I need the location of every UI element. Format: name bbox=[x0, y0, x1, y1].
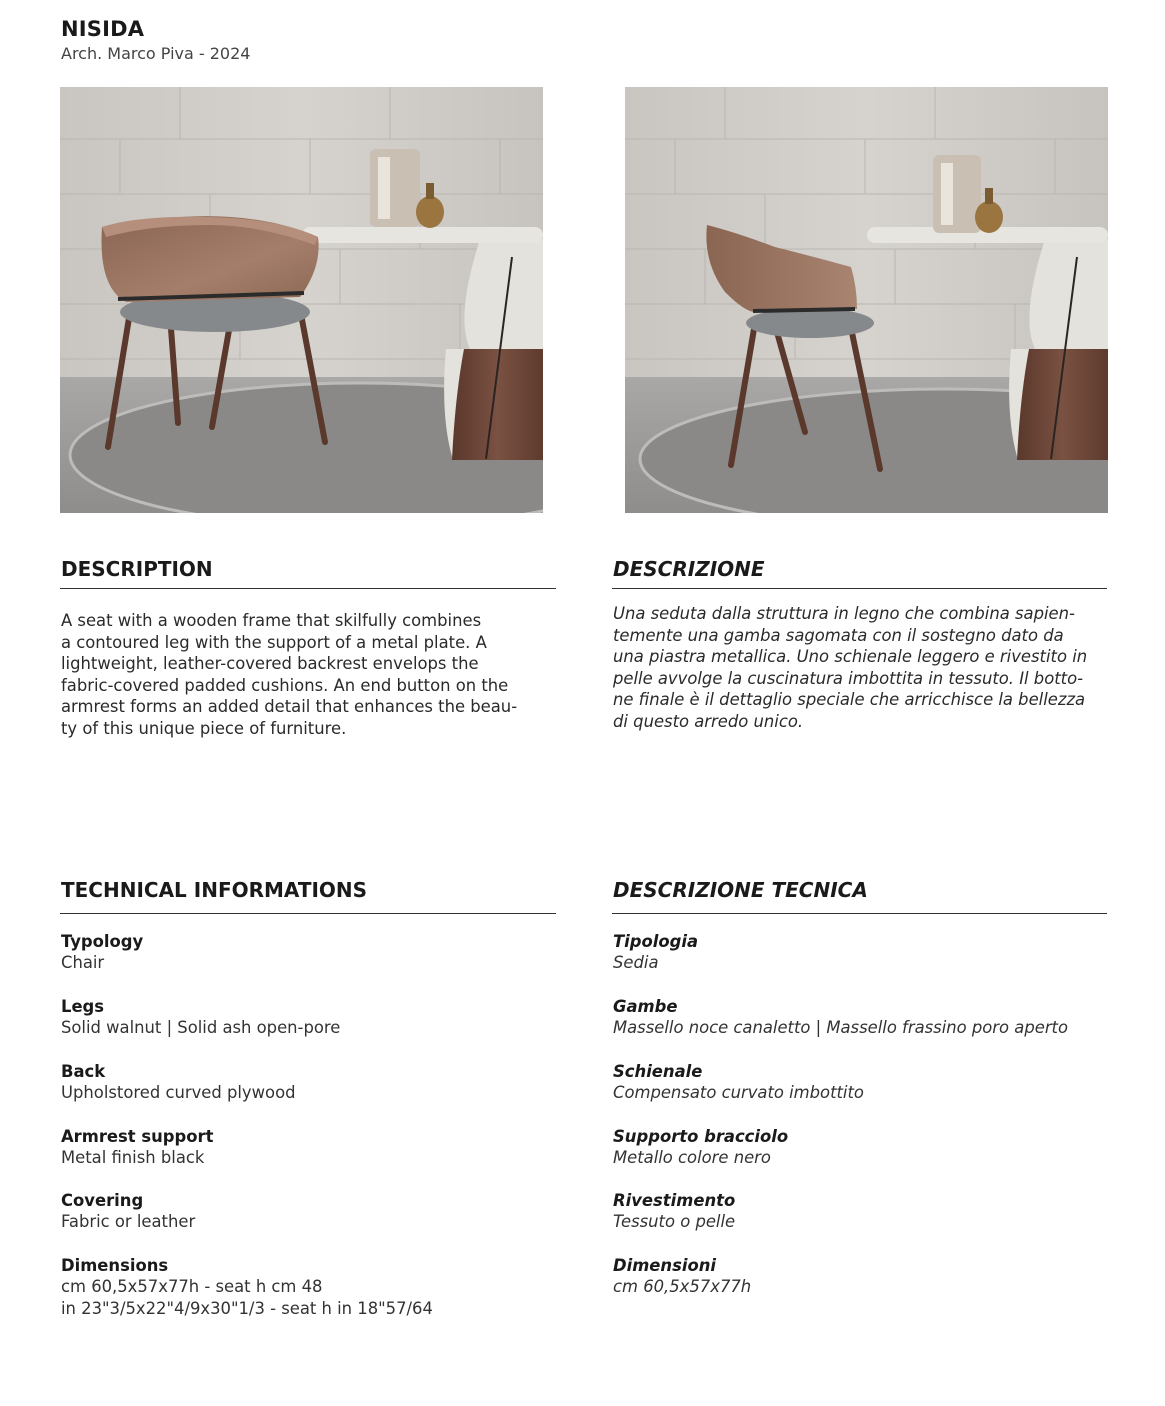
designer-credit: Arch. Marco Piva - 2024 bbox=[61, 44, 251, 63]
description-line: fabric-covered padded cushions. An end button on the bbox=[61, 675, 509, 695]
spec-value: Metal finish black bbox=[61, 1148, 205, 1167]
spec-armrest bbox=[61, 1126, 213, 1169]
spec-supporto-bracciolo bbox=[613, 1126, 788, 1169]
divider bbox=[60, 588, 556, 589]
spec-value: Chair bbox=[61, 953, 105, 972]
description-line: Una seduta dalla struttura in legno che combina sapien- bbox=[613, 604, 1075, 623]
spec-label: Schienale bbox=[613, 1062, 703, 1081]
product-photo-front bbox=[60, 87, 543, 513]
technical-heading-it: DESCRIZIONE TECNICA bbox=[613, 878, 868, 902]
spec-rivestimento bbox=[613, 1190, 735, 1233]
spec-typology bbox=[61, 931, 143, 974]
description-line: pelle avvolge la cuscinatura imbottita in tessuto. Il botto- bbox=[613, 668, 1084, 688]
description-line: ty of this unique piece of furniture. bbox=[61, 718, 347, 738]
spec-value: Sedia bbox=[613, 953, 659, 972]
spec-value: Metallo colore nero bbox=[613, 1148, 771, 1167]
description-line: armrest forms an added detail that enhances the beau- bbox=[61, 697, 518, 717]
spec-value: Massello noce canaletto | Massello frassino poro aperto bbox=[613, 1018, 1069, 1037]
spec-label: Armrest support bbox=[61, 1127, 214, 1146]
spec-label: Legs bbox=[61, 997, 105, 1016]
spec-value: Solid walnut | Solid ash open-pore bbox=[61, 1018, 341, 1037]
product-photo-side bbox=[625, 87, 1108, 513]
spec-label: Supporto bracciolo bbox=[613, 1127, 789, 1146]
description-line: ne finale è il dettaglio speciale che arricchisce la bellezza bbox=[613, 690, 1086, 710]
divider bbox=[612, 588, 1107, 589]
spec-label: Back bbox=[61, 1062, 106, 1081]
spec-schienale bbox=[613, 1061, 864, 1104]
divider bbox=[612, 913, 1107, 914]
spec-label: Gambe bbox=[613, 997, 678, 1016]
spec-value: in 23"3/5x22"4/9x30"1/3 - seat h in 18"57/64 bbox=[61, 1298, 433, 1318]
description-text-en bbox=[61, 610, 561, 740]
spec-label: Dimensioni bbox=[613, 1256, 717, 1275]
description-line: temente una gamba sagomata con il sostegno dato da bbox=[613, 625, 1064, 645]
spec-gambe bbox=[613, 996, 1068, 1039]
spec-value: Tessuto o pelle bbox=[613, 1212, 736, 1231]
spec-value: Compensato curvato imbottito bbox=[613, 1083, 864, 1102]
spec-value: Fabric or leather bbox=[61, 1212, 196, 1231]
description-line: a contoured leg with the support of a metal plate. A bbox=[61, 632, 487, 652]
description-text-it bbox=[613, 603, 1113, 733]
description-heading-it: DESCRIZIONE bbox=[613, 557, 765, 581]
spec-covering bbox=[61, 1190, 195, 1233]
spec-label: Covering bbox=[61, 1191, 144, 1210]
description-line: una piastra metallica. Uno schienale leggero e rivestito in bbox=[613, 647, 1088, 667]
spec-label: Tipologia bbox=[613, 932, 699, 951]
spec-back bbox=[61, 1061, 296, 1104]
divider bbox=[60, 913, 556, 914]
spec-label: Typology bbox=[61, 932, 144, 951]
spec-value: Upholstored curved plywood bbox=[61, 1083, 296, 1102]
spec-dimensioni bbox=[613, 1255, 751, 1298]
spec-label: Rivestimento bbox=[613, 1191, 736, 1210]
spec-tipologia bbox=[613, 931, 698, 974]
description-line: lightweight, leather-covered backrest envelops the bbox=[61, 654, 479, 674]
spec-legs bbox=[61, 996, 340, 1039]
spec-value: cm 60,5x57x77h - seat h cm 48 bbox=[61, 1277, 323, 1296]
product-title: NISIDA bbox=[61, 17, 145, 41]
description-heading-en: DESCRIPTION bbox=[61, 557, 213, 581]
spec-dimensions bbox=[61, 1255, 433, 1319]
technical-heading-en: TECHNICAL INFORMATIONS bbox=[61, 878, 368, 902]
spec-label: Dimensions bbox=[61, 1256, 169, 1275]
description-line: A seat with a wooden frame that skilfully combines bbox=[61, 611, 482, 630]
spec-value: cm 60,5x57x77h bbox=[613, 1277, 752, 1296]
description-line: di questo arredo unico. bbox=[613, 711, 804, 731]
